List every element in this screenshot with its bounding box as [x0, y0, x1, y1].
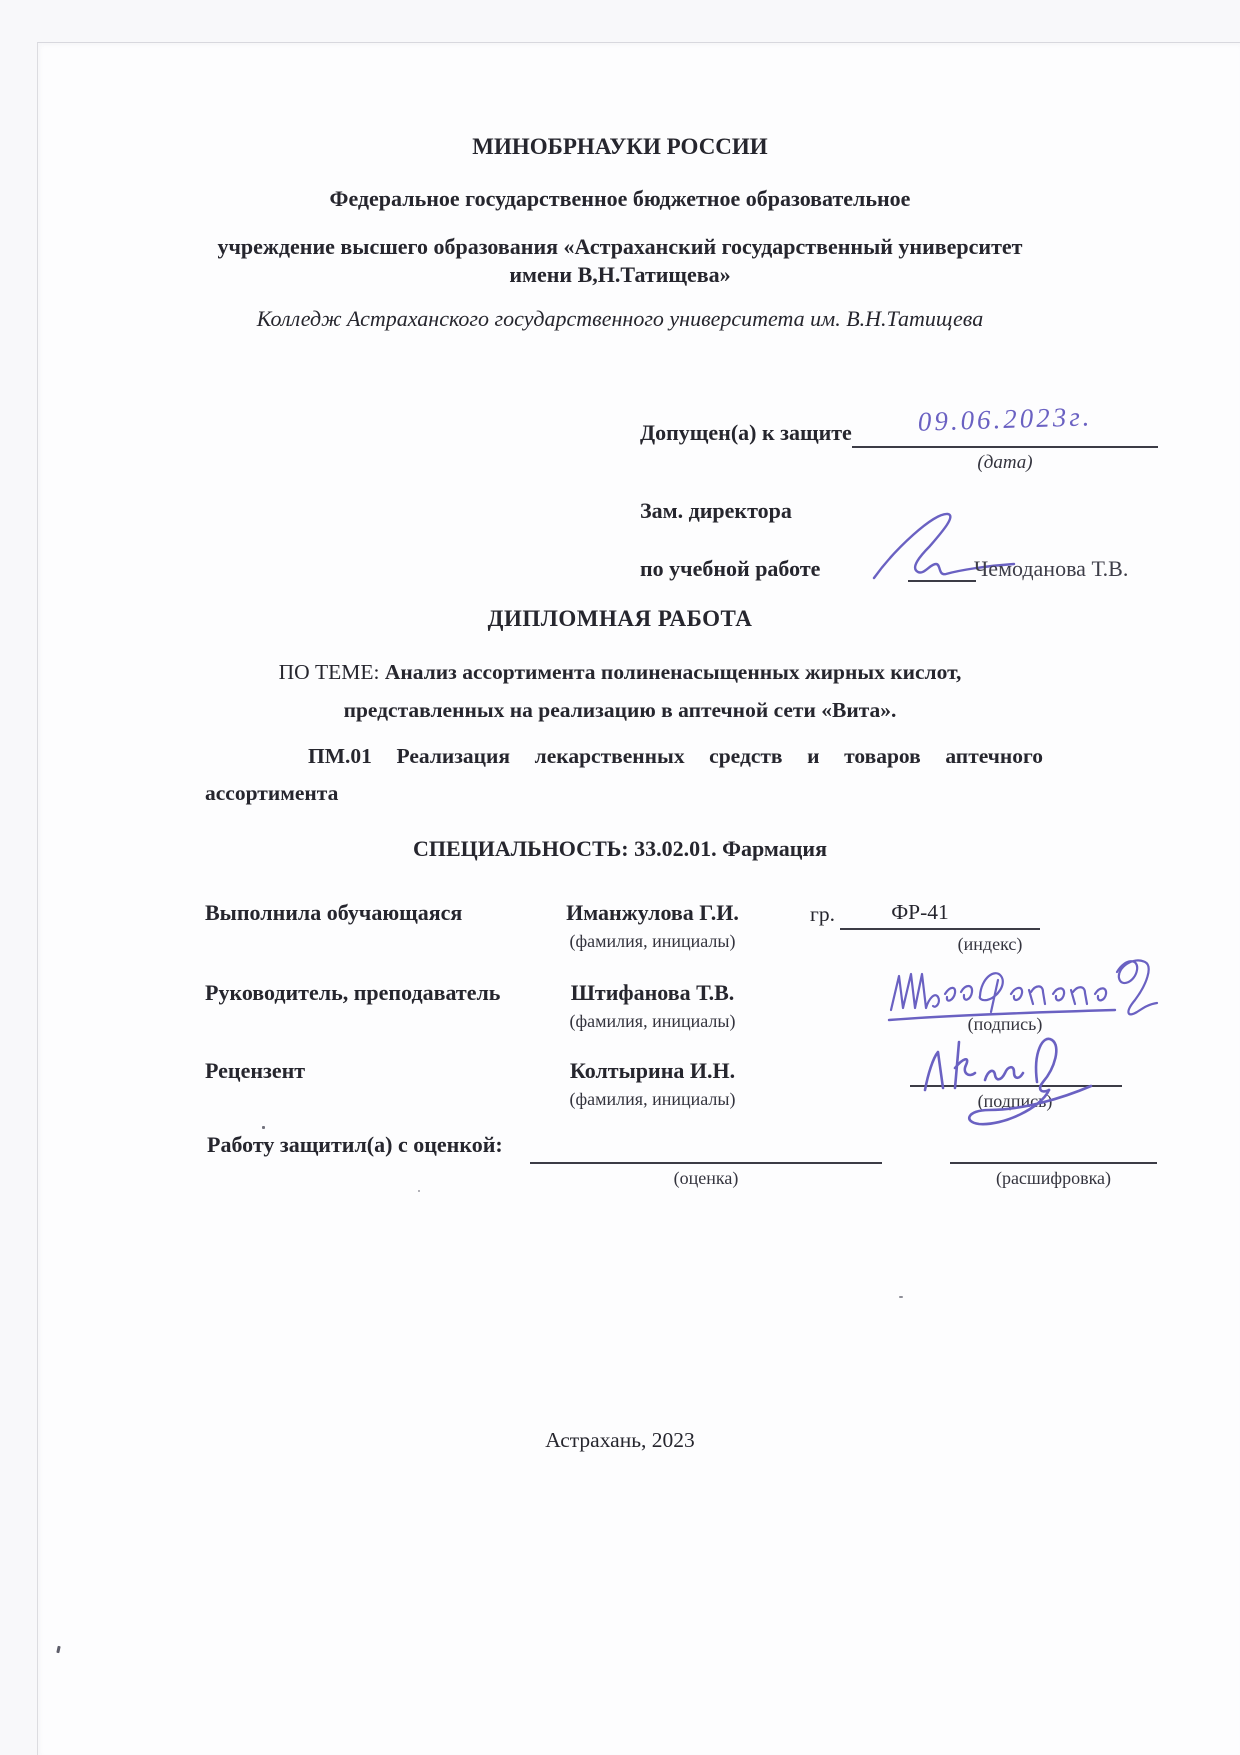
topic-line-1 [0, 660, 1240, 685]
college-line: Колледж Астраханского государственного университета им. В.Н.Татищева [256, 306, 984, 331]
admission-label: Допущен(а) к защите [640, 420, 852, 445]
supervisor-name: Штифанова Т.В. [570, 980, 735, 1005]
institution-line-3: имени В,Н.Татищева» [509, 262, 731, 287]
group-label: гр. [810, 902, 835, 926]
work-type-title: ДИПЛОМНАЯ РАБОТА [487, 606, 753, 631]
student-name-caption: (фамилия, инициалы) [569, 931, 736, 951]
grade-blank-line [530, 1136, 882, 1164]
defense-label: Работу защитил(а) с оценкой: [207, 1132, 503, 1157]
reviewer-signature [895, 1028, 1145, 1138]
reviewer-name: Колтырина И.Н. [569, 1058, 736, 1083]
transcript-blank-line [950, 1136, 1157, 1164]
topic-label: ПО ТЕМЕ: [278, 660, 380, 684]
group-value: ФР-41 [891, 900, 949, 924]
supervisor-role: Руководитель, преподаватель [205, 980, 501, 1005]
deputy-name: Чемоданова Т.В. [974, 556, 1129, 581]
paper-sheet [37, 42, 1240, 1755]
topic-line-2: представленных на реализацию в аптечной сети «Вита». [343, 698, 897, 722]
module-line-1: ПМ.01 Реализация лекарственных средств и товаров аптечного [308, 744, 1043, 768]
supervisor-name-caption: (фамилия, инициалы) [569, 1011, 736, 1031]
ministry-line: МИНОБРНАУКИ РОССИИ [472, 134, 768, 159]
date-caption: (дата) [977, 452, 1033, 473]
reviewer-role: Рецензент [205, 1058, 306, 1083]
deputy-role-line-1: Зам. директора [640, 498, 792, 523]
scan-speck [899, 1296, 903, 1298]
transcript-caption: (расшифровка) [995, 1168, 1112, 1188]
group-caption: (индекс) [957, 934, 1023, 954]
student-name: Иманжулова Г.И. [566, 900, 739, 925]
topic-text-1: Анализ ассортимента полиненасыщенных жирных кислот, [384, 660, 962, 684]
grade-caption: (оценка) [673, 1168, 739, 1188]
reviewer-sign-caption: (подпись) [977, 1091, 1053, 1111]
institution-line-2: учреждение высшего образования «Астраханский государственный университет [217, 234, 1023, 259]
supervisor-sign-caption: (подпись) [967, 1014, 1043, 1034]
student-role: Выполнила обучающаяся [205, 900, 463, 925]
scan-speck [418, 1190, 420, 1192]
institution-line-1: Федеральное государственное бюджетное образовательное [329, 186, 911, 211]
module-paragraph [205, 744, 1043, 806]
specialty-line: СПЕЦИАЛЬНОСТЬ: 33.02.01. Фармация [412, 836, 828, 861]
module-line-2: ассортимента [205, 781, 339, 805]
handwritten-date: 09.06.2023г. [917, 401, 1093, 437]
reviewer-name-caption: (фамилия, инициалы) [569, 1089, 736, 1109]
deputy-role-line-2: по учебной работе [640, 556, 821, 581]
scan-speck [262, 1126, 265, 1129]
city-year-line: Астрахань, 2023 [545, 1428, 695, 1452]
